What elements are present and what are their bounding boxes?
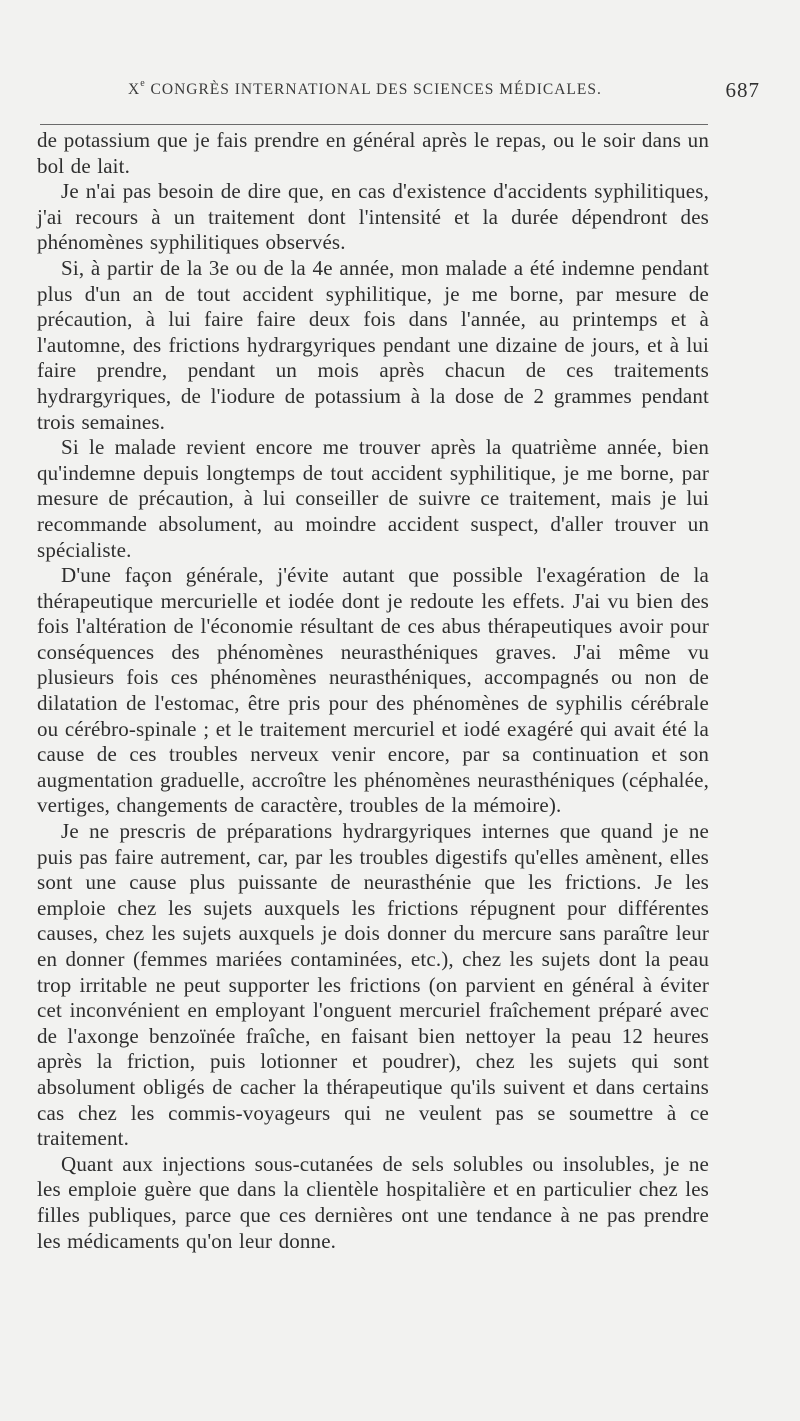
paragraph-fourth-year: Si le malade revient encore me trouver après la quatrième année, bien qu'indemne depuis longtemps de tout accident syphilitique, je me borne, par mesure de précaution, à lui conseiller de suivre ce traitement, mais je lui recommande absolument, au moindre accident suspect, d'aller trouver un spécialiste. — [37, 435, 709, 562]
paragraph-accidents: Je n'ai pas besoin de dire que, en cas d'existence d'accidents syphilitiques, j'ai recours à un traitement dont l'intensité et la durée dépendront des phénomènes syphilitiques observés. — [37, 179, 709, 255]
header-rule — [40, 124, 708, 125]
running-head-title — [128, 80, 602, 99]
body-text — [37, 128, 709, 1254]
title-prefix: X — [128, 81, 141, 99]
page-number: 687 — [725, 78, 760, 102]
paragraph-internal-preparations: Je ne prescris de préparations hydrargyriques internes que quand je ne puis pas faire autrement, car, par les troubles digestifs qu'elles amènent, elles sont une cause plus puissante de neurasthénie que les frictions. Je les emploie chez les sujets auxquels les frictions répugnent pour différentes causes, chez les sujets auxquels je dois donner du mercure sans paraître leur en donner (femmes mariées contaminées, etc.), chez les sujets dont la peau trop irritable ne peut supporter les frictions (on parvient en général à éviter cet inconvénient en employant l'onguent mercuriel fraîchement préparé avec de l'axonge benzoïnée fraîche, en faisant bien nettoyer la peau 12 heures après la friction, puis lotionner et poudrer), chez les sujets qui sont absolument obligés de cacher la thérapeutique qu'ils suivent et dans certains cas chez les commis-voyageurs qui ne veulent pas se soumettre à ce traitement. — [37, 819, 709, 1151]
title-superscript: e — [140, 78, 146, 89]
paragraph-injections: Quant aux injections sous-cutanées de sels solubles ou insolubles, je ne les emploie guère que dans la clientèle hospitalière et en particulier chez les filles publiques, parce que ces dernières ont une tendance à ne pas prendre les médicaments qu'on leur donne. — [37, 1151, 709, 1253]
running-head — [40, 78, 760, 114]
paragraph-therapeutic-excess: D'une façon générale, j'évite autant que possible l'exagération de la thérapeutique mercurielle et iodée dont je redoute les effets. J'ai vu bien des fois l'altération de l'économie résultant de ces abus thérapeutiques avoir pour conséquences des phénomènes neurasthéniques graves. J'ai même vu plusieurs fois ces phénomènes neurasthéniques, accompagnés ou non de dilatation de l'estomac, être pris pour des phénomènes de syphilis cérébrale ou cérébro-spinale ; et le traitement mercuriel et iodé exagéré qui avait été la cause de ces troubles nerveux venir encore, par sa continuation et son augmentation graduelle, accroître les phénomènes neurasthéniques (céphalée, vertiges, changements de caractère, troubles de la mémoire). — [37, 563, 709, 818]
title-main: CONGRÈS INTERNATIONAL DES SCIENCES MÉDICALES. — [145, 81, 602, 99]
paragraph-precaution: Si, à partir de la 3e ou de la 4e année, mon malade a été indemne pendant plus d'un an de tout accident syphilitique, je me borne, par mesure de précaution, à lui faire faire deux fois dans l'année, au printemps et à l'automne, des frictions hydrargyriques pendant une dizaine de jours, et à lui faire prendre, pendant un mois après chacun de ces traitements hydrargyriques, de l'iodure de potassium à la dose de 2 grammes pendant trois semaines. — [37, 255, 709, 434]
paragraph-continuation: de potassium que je fais prendre en général après le repas, ou le soir dans un bol de lait. — [37, 128, 709, 178]
